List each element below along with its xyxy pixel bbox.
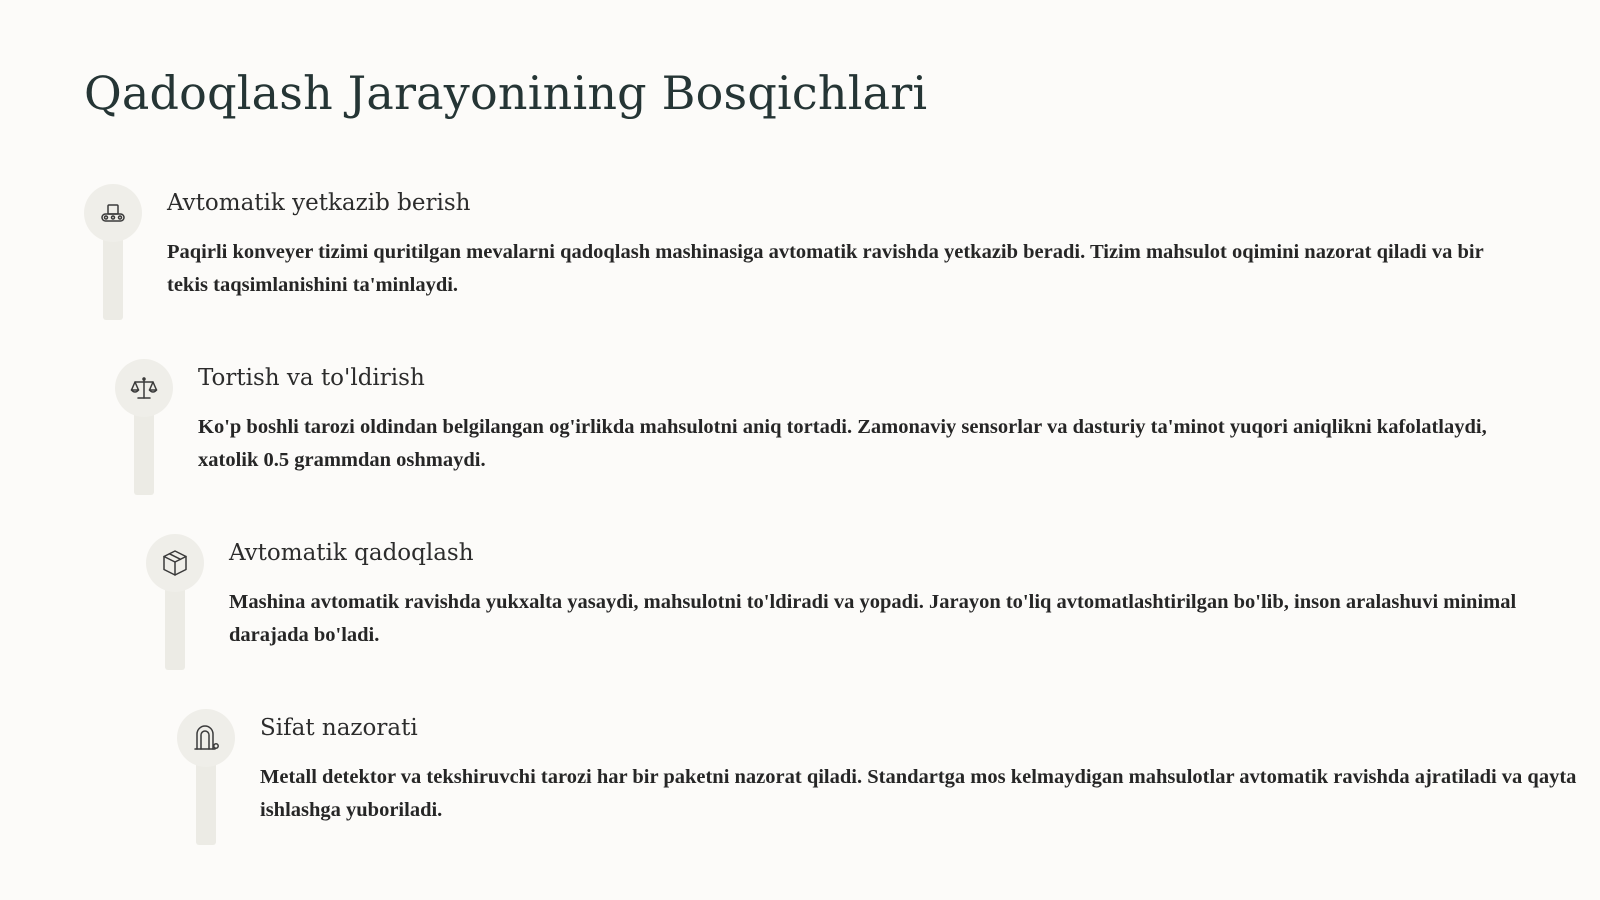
- step-title: Avtomatik yetkazib berish: [167, 190, 471, 216]
- scale-icon: [129, 373, 159, 403]
- package-icon: [160, 548, 190, 578]
- conveyor-icon: [98, 198, 128, 228]
- step-title: Avtomatik qadoqlash: [229, 540, 474, 566]
- step-marker: [177, 709, 235, 849]
- step-marker: [115, 359, 173, 499]
- step-icon-circle: [115, 359, 173, 417]
- step-item: [84, 184, 1524, 334]
- step-icon-circle: [146, 534, 204, 592]
- step-item: [177, 709, 1600, 859]
- step-title: Sifat nazorati: [260, 715, 418, 741]
- step-marker: [84, 184, 142, 324]
- step-title: Tortish va to'ldirish: [198, 365, 425, 391]
- step-marker: [146, 534, 204, 674]
- metal-detector-icon: [191, 723, 221, 753]
- step-description: Metall detektor va tekshiruvchi tarozi har bir paketni nazorat qiladi. Standartga mos kelmaydigan mahsulotlar avtomatik ravishda ajratiladi va qayta ishlashga yuboriladi.: [260, 766, 1577, 821]
- step-icon-circle: [84, 184, 142, 242]
- step-description: Ko'p boshli tarozi oldindan belgilangan og'irlikda mahsulotni aniq tortadi. Zamonaviy sensorlar va dasturiy ta'minot yuqori aniqlikni kafolatlaydi, xatolik 0.5 grammdan oshmaydi.: [198, 416, 1487, 471]
- step-description: Mashina avtomatik ravishda yukxalta yasaydi, mahsulotni to'ldiradi va yopadi. Jarayon to'liq avtomatlashtirilgan bo'lib, inson aralashuvi minimal darajada bo'ladi.: [229, 591, 1517, 646]
- step-description: Paqirli konveyer tizimi quritilgan mevalarni qadoqlash mashinasiga avtomatik ravishda yetkazib beradi. Tizim mahsulot oqimini nazorat qiladi va bir tekis taqsimlanishini ta'minlaydi.: [167, 241, 1484, 296]
- step-item: [115, 359, 1555, 509]
- step-item: [146, 534, 1586, 684]
- page-title: Qadoqlash Jarayonining Bosqichlari: [84, 66, 928, 120]
- step-icon-circle: [177, 709, 235, 767]
